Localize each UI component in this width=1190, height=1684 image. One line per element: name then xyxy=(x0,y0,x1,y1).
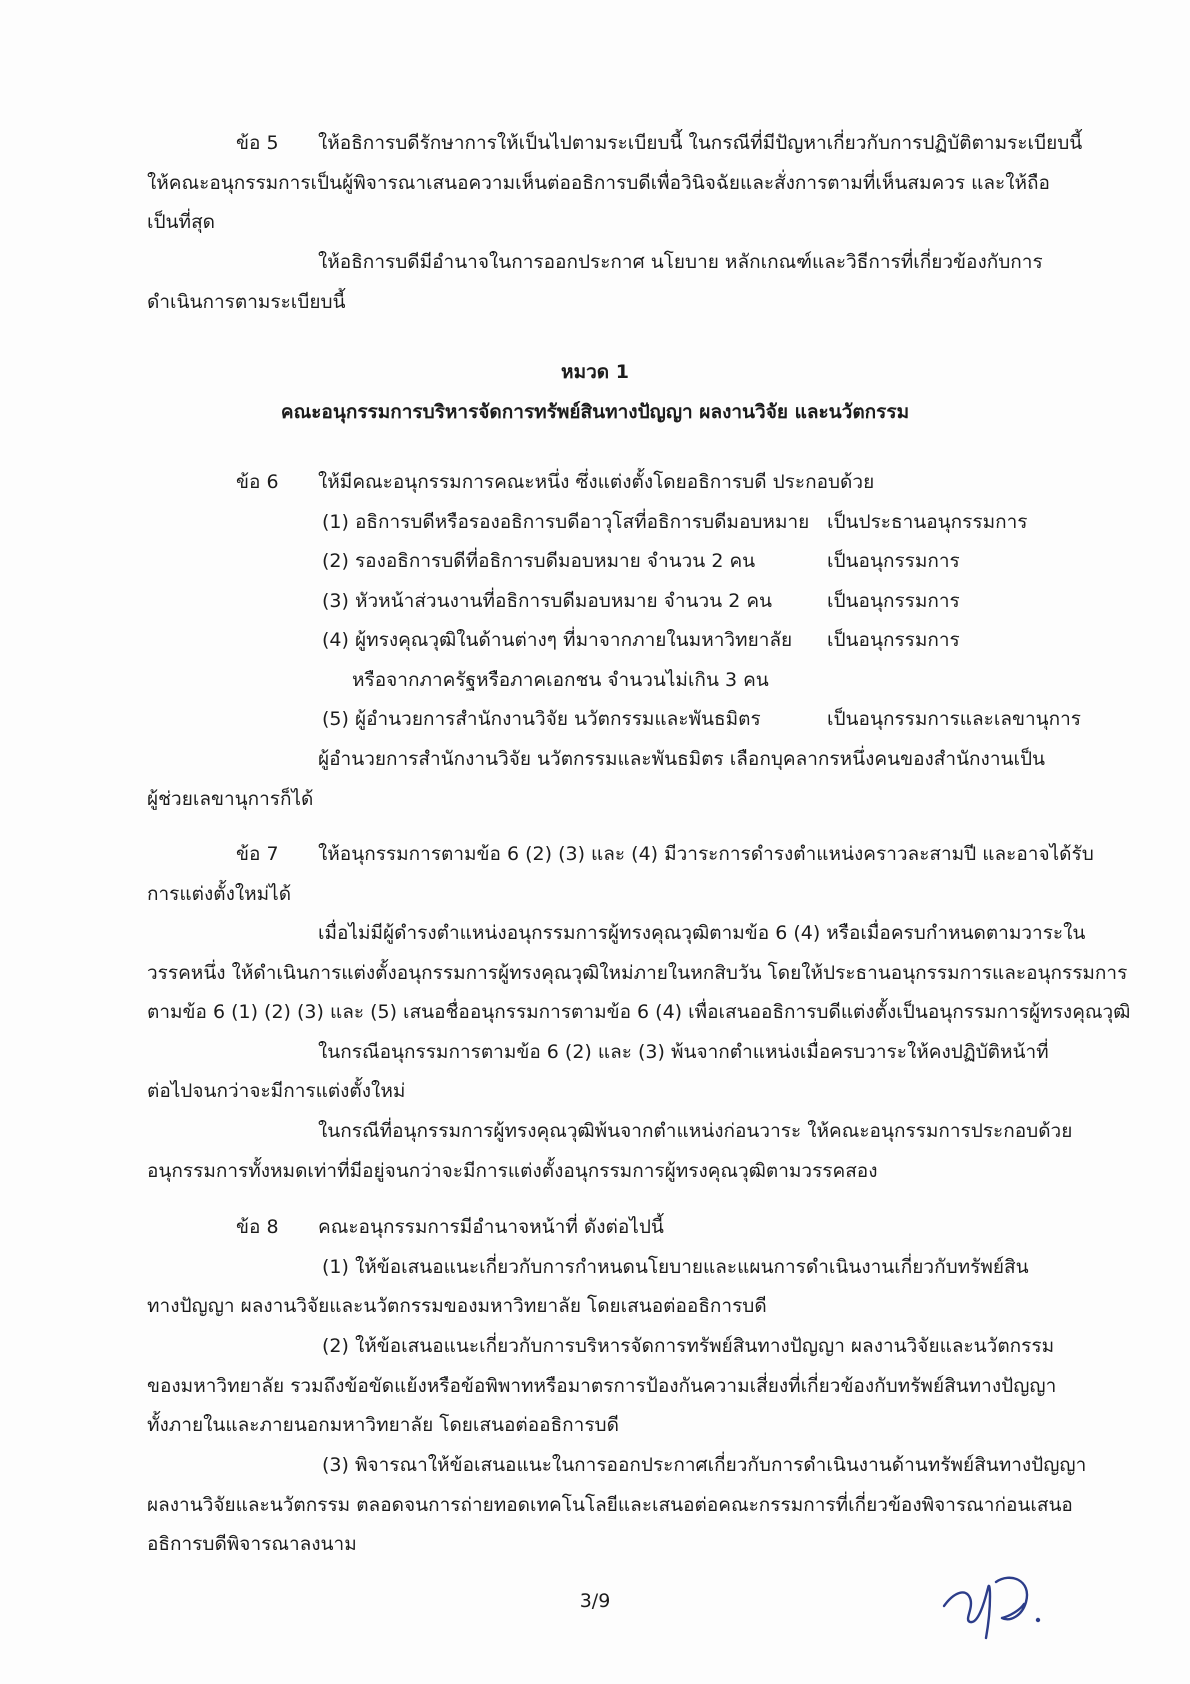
clause-8-item2-line-3: ทั้งภายในและภายนอกมหาวิทยาลัย โดยเสนอต่ออธิการบดี xyxy=(147,1414,619,1436)
clause-5-label: ข้อ 5 xyxy=(236,132,279,154)
clause-8-item2-line-1: (2) ให้ข้อเสนอแนะเกี่ยวกับการบริหารจัดการทรัพย์สินทางปัญญา ผลงานวิจัยและนวัตกรรม xyxy=(322,1335,1055,1357)
clause-7-para4-line-1: ในกรณีที่อนุกรรมการผู้ทรงคุณวุฒิพ้นจากตำแหน่งก่อนวาระ ให้คณะอนุกรรมการประกอบด้วย xyxy=(318,1120,1073,1142)
clause-5-line-2: ให้คณะอนุกรรมการเป็นผู้พิจารณาเสนอความเห็นต่ออธิการบดีเพื่อวินิจฉัยและสั่งการตามที่เห็นสมควร และให้ถือ xyxy=(147,172,1050,194)
clause-8-item3-line-3: อธิการบดีพิจารณาลงนาม xyxy=(147,1533,357,1555)
clause-7-label: ข้อ 7 xyxy=(236,843,279,865)
page-number: 3/9 xyxy=(579,1590,611,1612)
clause-7-para1-line-1: ให้อนุกรรมการตามข้อ 6 (2) (3) และ (4) มีวาระการดำรงตำแหน่งคราวละสามปี และอาจได้รับ xyxy=(318,843,1094,865)
clause-5-line-1: ให้อธิการบดีรักษาการให้เป็นไปตามระเบียบนี้ ในกรณีที่มีปัญหาเกี่ยวกับการปฏิบัติตามระเบียบนี้ xyxy=(318,132,1083,154)
member-2-role: เป็นอนุกรรมการ xyxy=(827,550,960,572)
member-3-role: เป็นอนุกรรมการ xyxy=(827,590,960,612)
member-4-continued: หรือจากภาครัฐหรือภาคเอกชน จำนวนไม่เกิน 3 คน xyxy=(352,669,769,691)
clause-7-para3-line-2: ต่อไปจนกว่าจะมีการแต่งตั้งใหม่ xyxy=(147,1080,406,1102)
member-1: (1) อธิการบดีหรือรองอธิการบดีอาวุโสที่อธิการบดีมอบหมาย xyxy=(322,511,810,533)
clause-5-line-5: ดำเนินการตามระเบียบนี้ xyxy=(147,291,346,313)
chapter-title: คณะอนุกรรมการบริหารจัดการทรัพย์สินทางปัญญา ผลงานวิจัย และนวัตกรรม xyxy=(280,401,910,423)
clause-8-item2-line-2: ของมหาวิทยาลัย รวมถึงข้อขัดแย้งหรือข้อพิพาทหรือมาตรการป้องกันความเสี่ยงที่เกี่ยวข้องกับทรัพย์สินทางปัญญา xyxy=(147,1375,1057,1397)
clause-6-intro: ให้มีคณะอนุกรรมการคณะหนึ่ง ซึ่งแต่งตั้งโดยอธิการบดี ประกอบด้วย xyxy=(318,471,875,493)
clause-7-para2-line-3: ตามข้อ 6 (1) (2) (3) และ (5) เสนอชื่ออนุกรรมการตามข้อ 6 (4) เพื่อเสนออธิการบดีแต่งตั้งเป็นอนุกรรมการผู้ทรงคุณวุฒิ xyxy=(147,1001,1131,1023)
member-1-role: เป็นประธานอนุกรรมการ xyxy=(827,511,1028,533)
clause-6-label: ข้อ 6 xyxy=(236,471,279,493)
member-2: (2) รองอธิการบดีที่อธิการบดีมอบหมาย จำนวน 2 คน xyxy=(322,550,756,572)
clause-8-item3-line-1: (3) พิจารณาให้ข้อเสนอแนะในการออกประกาศเกี่ยวกับการดำเนินงานด้านทรัพย์สินทางปัญญา xyxy=(322,1454,1087,1476)
member-4-role: เป็นอนุกรรมการ xyxy=(827,629,960,651)
handwritten-signature xyxy=(940,1558,1060,1653)
clause-8-label: ข้อ 8 xyxy=(236,1216,279,1238)
member-3: (3) หัวหน้าส่วนงานที่อธิการบดีมอบหมาย จำนวน 2 คน xyxy=(322,590,773,612)
clause-6-para2-line-1: ผู้อำนวยการสำนักงานวิจัย นวัตกรรมและพันธมิตร เลือกบุคลากรหนึ่งคนของสำนักงานเป็น xyxy=(318,748,1046,770)
clause-5-line-3: เป็นที่สุด xyxy=(147,211,216,233)
clause-8-intro: คณะอนุกรรมการมีอำนาจหน้าที่ ดังต่อไปนี้ xyxy=(318,1216,664,1238)
clause-7-para2-line-1: เมื่อไม่มีผู้ดำรงตำแหน่งอนุกรรมการผู้ทรงคุณวุฒิตามข้อ 6 (4) หรือเมื่อครบกำหนดตามวาระใน xyxy=(318,922,1086,944)
clause-7-para2-line-2: วรรคหนึ่ง ให้ดำเนินการแต่งตั้งอนุกรรมการผู้ทรงคุณวุฒิใหม่ภายในหกสิบวัน โดยให้ประธานอนุกรรมการและอนุกรรมการ xyxy=(147,962,1128,984)
clause-5-line-4: ให้อธิการบดีมีอำนาจในการออกประกาศ นโยบาย หลักเกณฑ์และวิธีการที่เกี่ยวข้องกับการ xyxy=(318,251,1043,273)
clause-8-item3-line-2: ผลงานวิจัยและนวัตกรรม ตลอดจนการถ่ายทอดเทคโนโลยีและเสนอต่อคณะกรรมการที่เกี่ยวข้องพิจารณาก่อนเสนอ xyxy=(147,1494,1073,1516)
clause-8-item1-line-1: (1) ให้ข้อเสนอแนะเกี่ยวกับการกำหนดนโยบายและแผนการดำเนินงานเกี่ยวกับทรัพย์สิน xyxy=(322,1256,1029,1278)
clause-7-para1-line-2: การแต่งตั้งใหม่ได้ xyxy=(147,883,292,905)
clause-8-item1-line-2: ทางปัญญา ผลงานวิจัยและนวัตกรรมของมหาวิทยาลัย โดยเสนอต่ออธิการบดี xyxy=(147,1295,767,1317)
member-5: (5) ผู้อำนวยการสำนักงานวิจัย นวัตกรรมและพันธมิตร xyxy=(322,708,761,730)
clause-7-para3-line-1: ในกรณีอนุกรรมการตามข้อ 6 (2) และ (3) พ้นจากตำแหน่งเมื่อครบวาระให้คงปฏิบัติหน้าที่ xyxy=(318,1041,1049,1063)
chapter-number: หมวด 1 xyxy=(561,361,629,383)
member-5-role: เป็นอนุกรรมการและเลขานุการ xyxy=(827,708,1082,730)
clause-6-para2-line-2: ผู้ช่วยเลขานุการก็ได้ xyxy=(147,788,314,810)
member-4: (4) ผู้ทรงคุณวุฒิในด้านต่างๆ ที่มาจากภายในมหาวิทยาลัย xyxy=(322,629,793,651)
clause-7-para4-line-2: อนุกรรมการทั้งหมดเท่าที่มีอยู่จนกว่าจะมีการแต่งตั้งอนุกรรมการผู้ทรงคุณวุฒิตามวรรคสอง xyxy=(147,1160,878,1182)
